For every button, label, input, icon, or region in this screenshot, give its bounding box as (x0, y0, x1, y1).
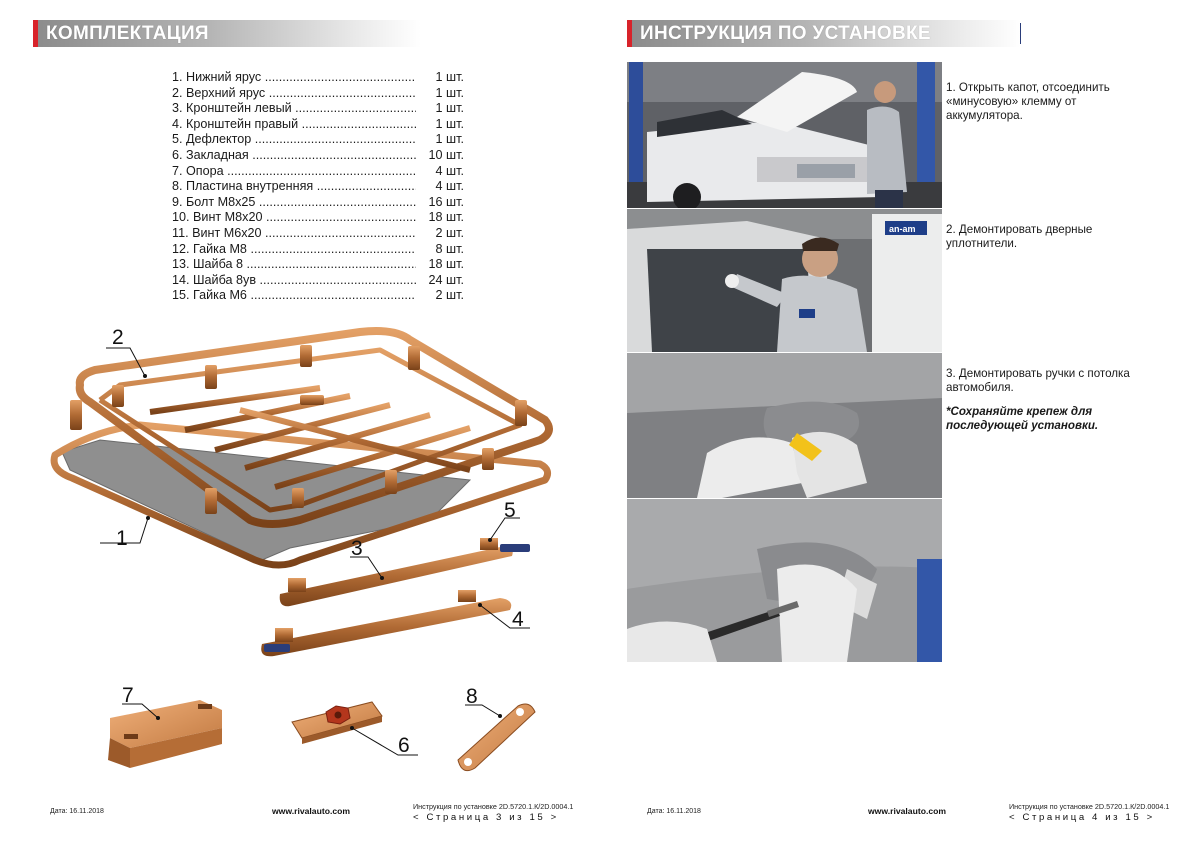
footer-website-link[interactable]: www.rivalauto.com (868, 806, 946, 816)
step-photos (627, 62, 942, 662)
step-2 (946, 223, 1156, 251)
part-name: 5. Дефлектор ..... (172, 132, 416, 148)
part-name: 12. Гайка М8 ..... (172, 242, 416, 258)
parts-list-item (172, 148, 464, 164)
page-navigator[interactable]: < Страница 4 из 15 > (1009, 812, 1155, 823)
parts-list-item (172, 210, 464, 226)
footer-website-link[interactable]: www.rivalauto.com (272, 806, 350, 816)
part-quantity: 4 шт. (435, 163, 464, 178)
step-3-note: *Сохраняйте крепеж для последующей установки. (946, 405, 1099, 432)
part-name: 3. Кронштейн левый ..... (172, 101, 416, 117)
callout-8: 8 (466, 685, 478, 708)
parts-list-item (172, 164, 464, 180)
footer-date: Дата: 16.11.2018 (647, 808, 701, 815)
sticker-text: an-am (889, 224, 916, 234)
part-name: 9. Болт М8х25 ..... (172, 195, 416, 211)
photo-ceiling-handle-screwdriver (627, 499, 942, 662)
parts-list (172, 70, 464, 304)
part-quantity: 1 шт. (435, 116, 464, 131)
callout-7: 7 (122, 684, 134, 707)
parts-list-item (172, 179, 464, 195)
parts-list-item (172, 273, 464, 289)
section-header-kit (33, 20, 421, 47)
part-quantity: 1 шт. (435, 101, 464, 116)
parts-list-item (172, 242, 464, 258)
section-title: ИНСТРУКЦИЯ ПО УСТАНОВКЕ (640, 23, 931, 44)
footer-instruction-code: Инструкция по установке 2D.5720.1.К/2D.0004.1 (413, 802, 574, 811)
part-quantity: 1 шт. (435, 85, 464, 100)
parts-list-item (172, 132, 464, 148)
parts-list-item (172, 257, 464, 273)
part-name: 2. Верхний ярус ..... (172, 86, 416, 102)
callout-1: 1 (116, 527, 128, 550)
parts-list-item (172, 86, 464, 102)
callout-4: 4 (512, 608, 524, 631)
part-name: 14. Шайба 8ув ..... (172, 273, 416, 289)
section-title: КОМПЛЕКТАЦИЯ (46, 23, 209, 44)
part-name: 4. Кронштейн правый ..... (172, 117, 416, 133)
callout-2: 2 (112, 326, 124, 349)
callout-3: 3 (351, 537, 363, 560)
header-red-mark (33, 20, 38, 47)
part-quantity: 10 шт. (428, 147, 464, 162)
part-name: 7. Опора ..... (172, 164, 416, 180)
part-quantity: 16 шт. (428, 194, 464, 209)
part-quantity: 18 шт. (428, 257, 464, 272)
callout-6: 6 (398, 734, 410, 757)
part-quantity: 24 шт. (428, 272, 464, 287)
photo-door-seal (627, 209, 942, 352)
part-name: 11. Винт М6х20 ..... (172, 226, 416, 242)
header-red-mark (627, 20, 632, 47)
part-quantity: 18 шт. (428, 210, 464, 225)
photo-open-hood (627, 62, 942, 208)
parts-list-item (172, 288, 464, 304)
step-1-text: 1. Открыть капот, отсоединить «минусовую» клемму от аккумулятора. (946, 81, 1110, 122)
parts-list-item (172, 117, 464, 133)
footer-date: Дата: 16.11.2018 (50, 808, 104, 815)
parts-list-item (172, 195, 464, 211)
part-quantity: 2 шт. (435, 225, 464, 240)
step-1 (946, 81, 1156, 123)
part-quantity: 8 шт. (435, 241, 464, 256)
callout-5: 5 (504, 499, 516, 522)
part-quantity: 1 шт. (435, 132, 464, 147)
section-header-install (627, 20, 1021, 47)
part-quantity: 2 шт. (435, 288, 464, 303)
footer-instruction-code: Инструкция по установке 2D.5720.1.К/2D.0004.1 (1009, 802, 1170, 811)
roof-rack-exploded-diagram (0, 310, 600, 790)
parts-list-item (172, 101, 464, 117)
part-name: 8. Пластина внутренняя ..... (172, 179, 416, 195)
step-3 (946, 367, 1156, 433)
part-name: 15. Гайка М6 ..... (172, 288, 416, 304)
parts-list-item (172, 70, 464, 86)
step-2-text: 2. Демонтировать дверные уплотнители. (946, 223, 1093, 250)
part-quantity: 4 шт. (435, 179, 464, 194)
step-3-text: 3. Демонтировать ручки с потолка автомобиля. (946, 367, 1130, 394)
right-page (600, 0, 1200, 848)
bracket-left-part-3 (280, 538, 530, 606)
part-name: 1. Нижний ярус ..... (172, 70, 416, 86)
photo-ceiling-handle-tool (627, 353, 942, 498)
part-name: 6. Закладная ..... (172, 148, 416, 164)
support-part-7 (108, 700, 222, 768)
part-quantity: 1 шт. (435, 70, 464, 84)
parts-list-item (172, 226, 464, 242)
header-end-line (1020, 23, 1021, 44)
page-navigator[interactable]: < Страница 3 из 15 > (413, 812, 559, 823)
part-name: 10. Винт М8х20 ..... (172, 210, 416, 226)
part-name: 13. Шайба 8 ..... (172, 257, 416, 273)
